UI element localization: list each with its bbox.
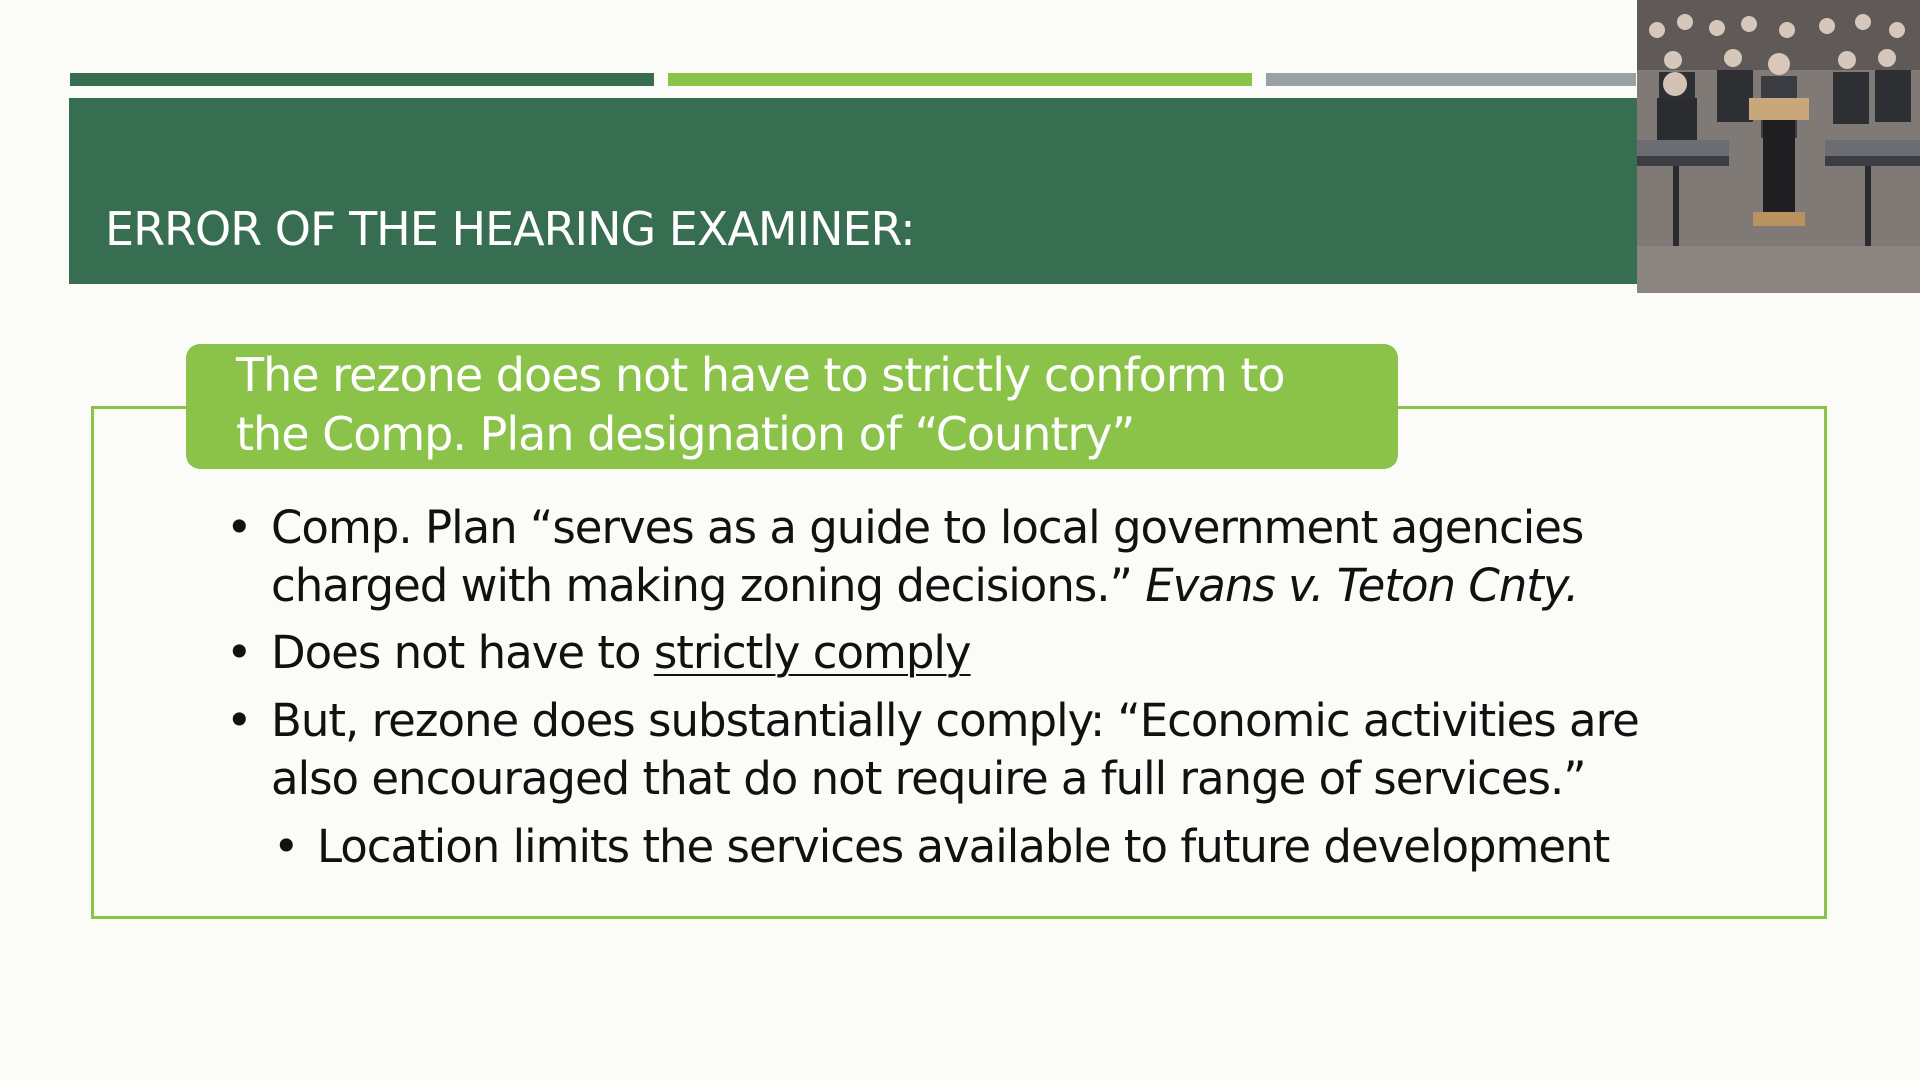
bullet-2-underlined: strictly comply (653, 626, 971, 679)
bullet-3-line-2: also encouraged that do not require a full range of services.” (271, 752, 1586, 805)
sub-bullet-marker: • (273, 820, 299, 873)
callout-line-2: the Comp. Plan designation of “Country” (236, 407, 1135, 461)
header-stripe-green (668, 73, 1252, 86)
case-citation: Evans v. Teton Cnty. (1145, 559, 1579, 612)
bullet-2 (271, 624, 971, 682)
header-stripe-gray (1266, 73, 1636, 86)
bullet-marker-2: • (226, 626, 252, 679)
bullet-1 (271, 499, 1583, 615)
meeting-room-camera-feed-icon (1637, 0, 1920, 293)
bullet-2-text: Does not have to (271, 626, 654, 679)
sub-bullet: Location limits the services available to future development (317, 820, 1610, 873)
bullet-marker-3: • (226, 694, 252, 747)
bullet-1-line-2 (271, 557, 1583, 615)
callout-line-1: The rezone does not have to strictly conform to (236, 348, 1285, 402)
bullet-1-line-2-text: charged with making zoning decisions.” (271, 559, 1146, 612)
header-stripe-dark (70, 73, 654, 86)
bullet-1-line-1: Comp. Plan “serves as a guide to local government agencies (271, 501, 1584, 554)
bullet-marker-1: • (226, 501, 252, 554)
bullet-3-line-1: But, rezone does substantially comply: “Economic activities are (271, 694, 1639, 747)
video-feed (1637, 0, 1920, 293)
callout-text (236, 346, 1396, 464)
slide-title: ERROR OF THE HEARING EXAMINER: (105, 202, 915, 256)
bullet-3 (271, 692, 1639, 808)
title-bar (69, 98, 1637, 284)
